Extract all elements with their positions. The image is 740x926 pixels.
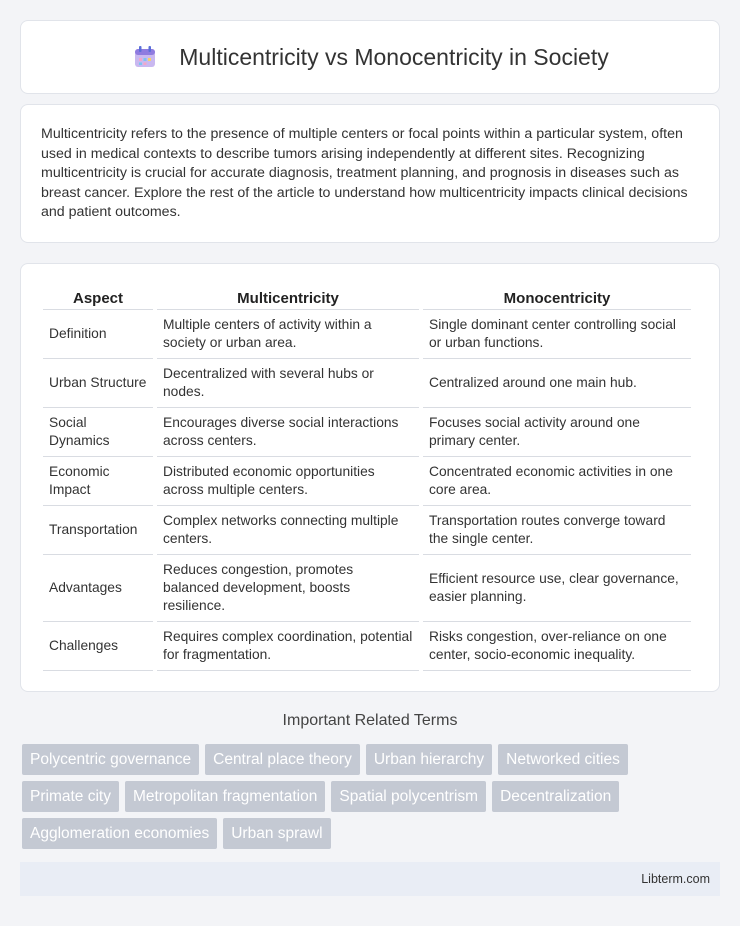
multicentricity-cell: Encourages diverse social interactions across centers. [157, 408, 419, 457]
table-row [43, 457, 691, 506]
monocentricity-cell: Concentrated economic activities in one core area. [423, 457, 691, 506]
intro-card [20, 104, 720, 243]
related-term-tag[interactable]: Primate city [22, 781, 119, 812]
aspect-cell: Economic Impact [43, 457, 153, 506]
monocentricity-cell: Efficient resource use, clear governance, easier planning. [423, 555, 691, 622]
related-term-tag[interactable]: Urban sprawl [223, 818, 330, 849]
multicentricity-cell: Decentralized with several hubs or nodes. [157, 359, 419, 408]
column-header-monocentricity: Monocentricity [423, 284, 691, 310]
aspect-cell: Definition [43, 310, 153, 359]
related-term-tag[interactable]: Urban hierarchy [366, 744, 492, 775]
footer [20, 862, 720, 896]
aspect-cell: Transportation [43, 506, 153, 555]
table-row [43, 555, 691, 622]
multicentricity-cell: Reduces congestion, promotes balanced development, boosts resilience. [157, 555, 419, 622]
comparison-table-card [20, 263, 720, 692]
table-row [43, 359, 691, 408]
monocentricity-cell: Transportation routes converge toward the single center. [423, 506, 691, 555]
multicentricity-cell: Requires complex coordination, potential for fragmentation. [157, 622, 419, 671]
intro-text: Multicentricity refers to the presence of multiple centers or focal points within a particular system, often used in medical contexts to describe tumors arising independently at different sites. Recognizing multicentricity is crucial for accurate diagnosis, treatment planning, and prognosis in diseases such as breast cancer. Explore the rest of the article to understand how multicentricity impacts clinical decisions and patient outcomes. [41, 126, 688, 221]
page-title: Multicentricity vs Monocentricity in Society [179, 43, 609, 70]
monocentricity-cell: Focuses social activity around one primary center. [423, 408, 691, 457]
monocentricity-cell: Risks congestion, over-reliance on one center, socio-economic inequality. [423, 622, 691, 671]
table-row [43, 622, 691, 671]
table-header-row [43, 284, 691, 310]
related-term-tag[interactable]: Decentralization [492, 781, 619, 812]
aspect-cell: Social Dynamics [43, 408, 153, 457]
related-term-tag[interactable]: Networked cities [498, 744, 628, 775]
header-card [20, 20, 720, 94]
related-term-tag[interactable]: Agglomeration economies [22, 818, 217, 849]
multicentricity-cell: Multiple centers of activity within a society or urban area. [157, 310, 419, 359]
related-terms-list [22, 744, 722, 855]
related-term-tag[interactable]: Spatial polycentrism [331, 781, 486, 812]
table-row [43, 506, 691, 555]
related-term-tag[interactable]: Polycentric governance [22, 744, 199, 775]
table-row [43, 408, 691, 457]
related-term-tag[interactable]: Metropolitan fragmentation [125, 781, 325, 812]
calendar-icon [131, 43, 159, 71]
monocentricity-cell: Single dominant center controlling social or urban functions. [423, 310, 691, 359]
column-header-aspect: Aspect [43, 284, 153, 310]
aspect-cell: Urban Structure [43, 359, 153, 408]
related-terms-title: Important Related Terms [282, 712, 458, 729]
aspect-cell: Challenges [43, 622, 153, 671]
footer-site-link[interactable]: Libterm.com [641, 872, 710, 886]
column-header-multicentricity: Multicentricity [157, 284, 419, 310]
monocentricity-cell: Centralized around one main hub. [423, 359, 691, 408]
multicentricity-cell: Distributed economic opportunities across multiple centers. [157, 457, 419, 506]
multicentricity-cell: Complex networks connecting multiple centers. [157, 506, 419, 555]
comparison-table [39, 284, 695, 671]
related-term-tag[interactable]: Central place theory [205, 744, 360, 775]
aspect-cell: Advantages [43, 555, 153, 622]
table-row [43, 310, 691, 359]
